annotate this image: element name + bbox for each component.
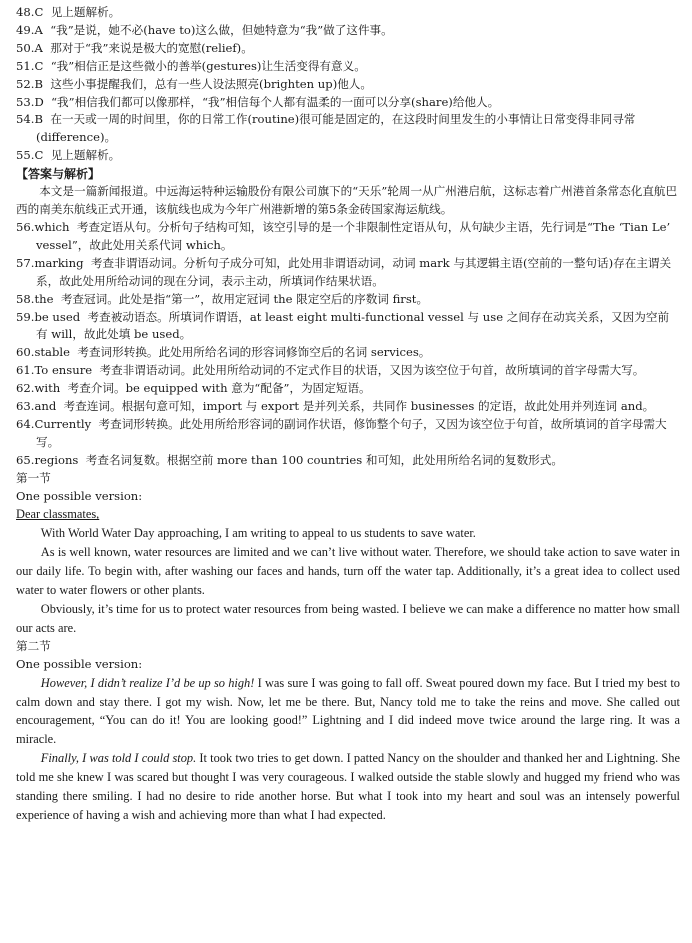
answer-item	[16, 76, 680, 94]
item-number: 52.	[16, 76, 35, 91]
answer-item	[16, 362, 680, 380]
item-answer: B	[34, 112, 43, 127]
item-explanation: “我”相信我们都可以像那样，“我”相信每个人都有温柔的一面可以分享(share)给他人。	[51, 94, 500, 109]
answer-item	[16, 58, 680, 76]
story-paragraph-1	[16, 674, 680, 750]
item-explanation: 考查冠词。此处是指“第一”，故用定冠词 the 限定空后的序数词 first。	[60, 291, 429, 306]
item-answer: with	[34, 381, 61, 396]
item-explanation: 考查介词。be equipped with 意为“配备”，为固定短语。	[67, 381, 371, 396]
item-explanation: 考查非谓语动词。此处用所给动词的不定式作目的状语，又因为该空位于句首，故所填词的首字母需大写。	[99, 363, 645, 378]
item-explanation: 见上题解析。	[50, 5, 121, 19]
story-paragraph-1-text: I was sure I was going to fall off. Sweat poured down my face. But I tried my best to calm down and stay there. I got my wish. Now, let me be there. But, Nancy told me to take the reins and move. She called out encouragement, “You can do it! You are looking good!” Lightning and I did indeed move twice around the large ring. It was a miracle.	[16, 675, 680, 747]
answer-item	[16, 111, 680, 147]
answer-item	[16, 94, 680, 112]
answer-item	[16, 255, 680, 291]
item-number: 55.	[16, 148, 35, 163]
item-explanation: 这些小事提醒我们，总有一些人设法照亮(brighten up)他人。	[50, 76, 372, 91]
item-answer: C	[34, 58, 44, 73]
item-answer: A	[34, 40, 43, 55]
section2-version-label: One possible version:	[16, 656, 143, 671]
item-answer: D	[34, 94, 44, 109]
item-explanation: 考查定语从句。分析句子结构可知，该空引导的是一个非限制性定语从句，从句缺少主语，先行词是“The ‘Tian Le’ vessel”，故此处用关系代词 which。	[36, 219, 671, 252]
item-answer: marking	[34, 255, 84, 270]
story-paragraph-2-lead: Finally, I was told I could stop.	[40, 751, 197, 766]
answer-item	[16, 219, 680, 255]
answer-item	[16, 40, 680, 58]
answer-item	[16, 452, 680, 470]
item-explanation: 见上题解析。	[50, 148, 121, 163]
item-explanation: 考查非谓语动词。分析句子成分可知，此处用非谓语动词，动词 mark 与其逻辑主语(空前的一整句话)存在主谓关系，故此处用所给动词的现在分词，表示主动，所填词作结果状语。	[36, 255, 672, 288]
story-paragraph-2	[16, 749, 680, 825]
item-answer: the	[34, 291, 54, 306]
section2-title: 第二节	[16, 638, 51, 653]
item-number: 58.	[16, 291, 35, 306]
item-number: 48.	[16, 5, 35, 19]
item-explanation: 考查被动语态。所填词作谓语，at least eight multi-functional vessel 与 use 之间存在动宾关系，又因为空前有 will，故此处填 be used。	[36, 309, 670, 342]
item-answer: regions	[34, 452, 79, 467]
answer-item	[16, 4, 680, 22]
item-number: 62.	[16, 381, 35, 396]
answer-item	[16, 398, 680, 416]
item-explanation: “我”相信正是这些微小的善举(gestures)让生活变得有意义。	[50, 58, 366, 73]
item-explanation: 考查词形转换。此处用所给形容词的副词作状语，修饰整个句子，又因为该空位于句首，故所填词的首字母需大写。	[36, 416, 667, 449]
item-number: 49.	[16, 22, 35, 37]
item-number: 56.	[16, 219, 35, 234]
letter-paragraph-2: As is well known, water resources are limited and we can’t live without water. Therefore, we should take action to save water in our daily life. To begin with, after washing our faces and hands, turn off the water tap. Additionally, it’s a great idea to collect used water to water flowers or other plants.	[16, 545, 680, 598]
item-answer: A	[34, 22, 43, 37]
letter-salutation: Dear classmates,	[16, 507, 100, 522]
item-answer: B	[34, 76, 43, 91]
answer-item	[16, 291, 680, 309]
item-number: 57.	[16, 255, 35, 270]
answer-item	[16, 344, 680, 362]
item-answer: and	[34, 399, 57, 414]
item-explanation: “我”是说，她不必(have to)这么做，但她特意为“我”做了这件事。	[50, 22, 393, 37]
item-number: 50.	[16, 40, 35, 55]
item-answer: stable	[34, 345, 70, 360]
answer-list-56-65	[16, 219, 680, 470]
section1-version-label: One possible version:	[16, 488, 143, 503]
item-number: 60.	[16, 345, 35, 360]
answer-item	[16, 147, 680, 165]
passage-intro: 本文是一篇新闻报道。中远海运特种运输股份有限公司旗下的“天乐”轮周一从广州港启航，这标志着广州港首条常态化直航巴西的南美东航线正式开通，该航线也成为今年广州港新增的第5条金砖国家海运航线。	[16, 184, 678, 217]
story-paragraph-2-text: It took two tries to get down. I patted Nancy on the shoulder and thanked her and Lightning. She told me she knew I was scared but thought I was very courageous. I walked outside the stable slowly and hugged my friend who was standing there smiling. I had no desire to ride another horse. But what I took into my heart and soul was an intensely powerful experience of having a wish and achieving more than what I had expected.	[16, 751, 680, 822]
letter-paragraph-1: With World Water Day approaching, I am writing to appeal to us students to save water.	[40, 526, 476, 541]
answer-item	[16, 22, 680, 40]
item-answer: C	[34, 5, 44, 19]
item-explanation: 那对于“我”来说是极大的宽慰(relief)。	[50, 40, 253, 55]
item-number: 61.	[16, 363, 35, 378]
answer-item	[16, 309, 680, 345]
answer-item	[16, 416, 680, 452]
item-number: 54.	[16, 112, 35, 127]
item-number: 51.	[16, 58, 35, 73]
item-number: 64.	[16, 416, 35, 431]
item-number: 65.	[16, 452, 35, 467]
item-number: 59.	[16, 309, 35, 324]
answer-item	[16, 380, 680, 398]
item-number: 63.	[16, 399, 35, 414]
item-answer: which	[34, 219, 70, 234]
letter-paragraph-3: Obviously, it’s time for us to protect water resources from being wasted. I believe we can make a difference no matter how small our acts are.	[16, 602, 680, 635]
item-number: 53.	[16, 94, 35, 109]
section1-title: 第一节	[16, 470, 51, 485]
item-answer: be used	[34, 309, 81, 324]
item-answer: Currently	[34, 416, 92, 431]
item-answer: To ensure	[34, 363, 93, 378]
item-explanation: 考查连词。根据句意可知，import 与 export 是并列关系，共同作 businesses 的定语，故此处用并列连词 and。	[63, 399, 655, 414]
story-paragraph-1-lead: However, I didn’t realize I’d be up so high!	[40, 675, 255, 690]
item-explanation: 考查词形转换。此处用所给名词的形容词修饰空后的名词 services。	[77, 345, 431, 360]
item-explanation: 在一天或一周的时间里，你的日常工作(routine)很可能是固定的，在这段时间里发生的小事情让日常变得非同寻常(difference)。	[36, 112, 636, 145]
answer-section-heading: 【答案与解析】	[16, 167, 101, 182]
answer-list-48-55	[16, 4, 680, 165]
item-explanation: 考查名词复数。根据空前 more than 100 countries 和可知，此处用所给名词的复数形式。	[85, 452, 563, 467]
item-answer: C	[34, 148, 44, 163]
